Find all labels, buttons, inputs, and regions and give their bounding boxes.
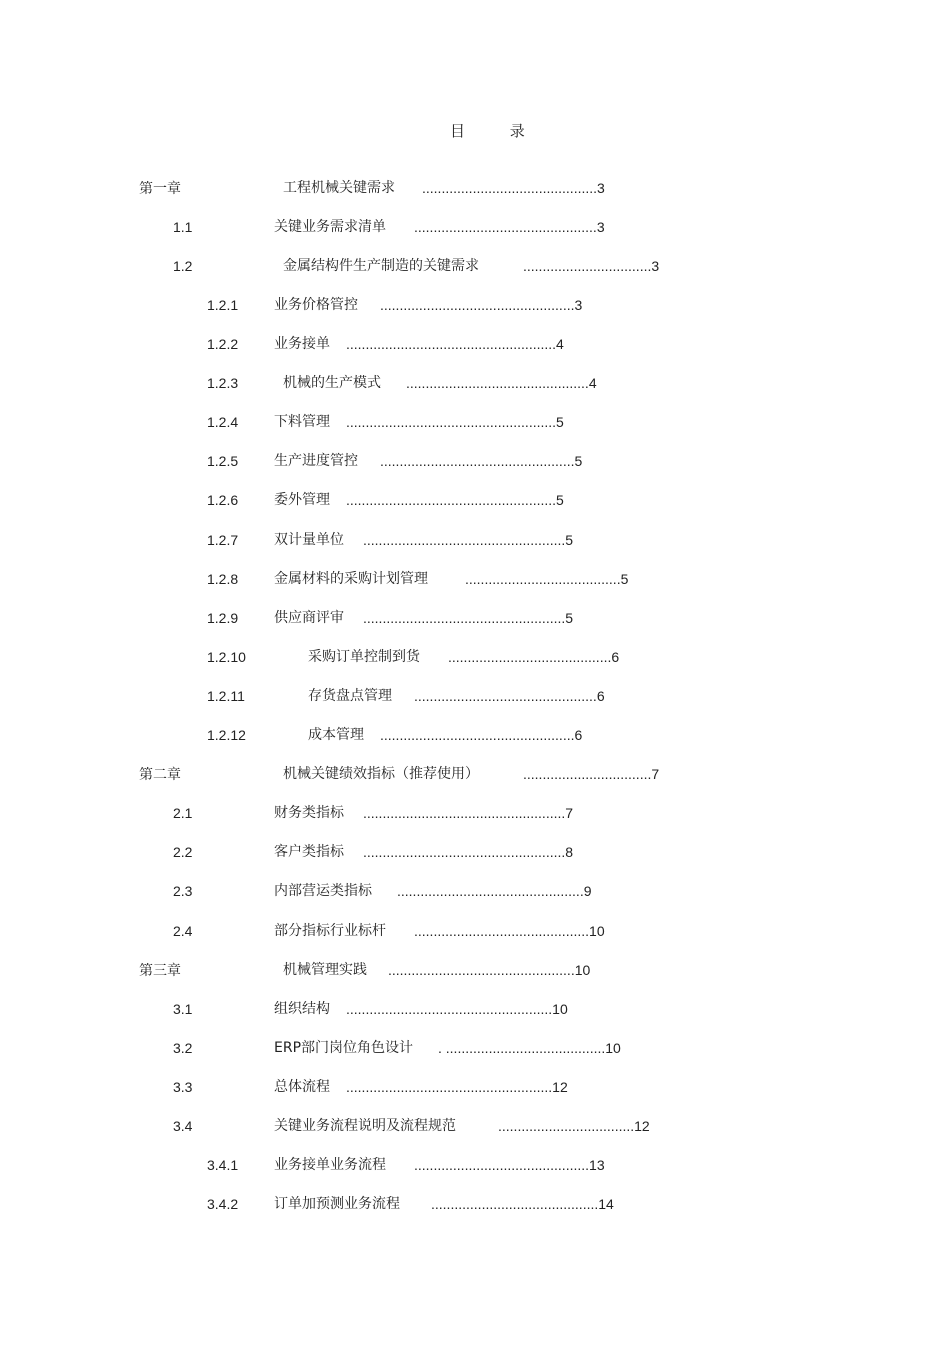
toc-entry-title: 金属材料的采购计划管理: [274, 571, 428, 587]
toc-entry[interactable]: [0, 842, 950, 862]
toc-entry-leader: [438, 1038, 621, 1058]
toc-entry-page: 10: [605, 1040, 621, 1056]
toc-entry-leader: [431, 1194, 614, 1214]
toc-entry-number: 3.1: [173, 1001, 193, 1017]
toc-entry[interactable]: [0, 451, 950, 471]
toc-entry-dots: ..................................................: [380, 727, 575, 743]
toc-entry-number: 1.2.11: [207, 688, 245, 704]
toc-entry-number: 1.2.12: [207, 727, 246, 743]
toc-entry-dots: ....................................................: [363, 805, 566, 821]
toc-entry-leader: [498, 1116, 650, 1136]
toc-entry-leader: [414, 217, 605, 237]
toc-entry-title: 总体流程: [274, 1079, 330, 1095]
toc-entry[interactable]: [0, 490, 950, 510]
toc-entry-dots: ........................................: [465, 571, 621, 587]
toc-entry-dots: ................................................: [388, 962, 575, 978]
toc-entry-leader: [346, 1077, 568, 1097]
toc-entry[interactable]: [0, 764, 950, 784]
toc-entry[interactable]: [0, 530, 950, 550]
toc-entry-dots: ..................................................: [380, 297, 575, 313]
toc-entry-title: 下料管理: [274, 414, 330, 430]
toc-entry-title: 业务接单业务流程: [274, 1157, 386, 1173]
toc-entry-leader: [346, 490, 564, 510]
toc-entry-page: 7: [565, 805, 574, 821]
toc-entry[interactable]: [0, 1116, 950, 1136]
toc-entry-page: 6: [574, 727, 583, 743]
toc-entry-title: 成本管理: [308, 727, 364, 743]
toc-entry-page: 12: [634, 1118, 650, 1134]
toc-entry-title: 金属结构件生产制造的关键需求: [283, 258, 479, 274]
toc-entry-leader: [406, 373, 597, 393]
toc-entry-dots: .............................................: [414, 1157, 590, 1173]
toc-entry[interactable]: [0, 921, 950, 941]
toc-entry-page: 8: [565, 844, 574, 860]
toc-entry-leader: [465, 569, 628, 589]
toc-entry-number: 2.2: [173, 844, 193, 860]
toc-entry-number: 3.4.1: [207, 1157, 239, 1173]
toc-entry-page: 6: [596, 688, 605, 704]
toc-entry-number: 第二章: [139, 766, 181, 782]
toc-entry-leader: [448, 647, 619, 667]
toc-entry[interactable]: [0, 178, 950, 198]
toc-entry-page: 13: [589, 1157, 605, 1173]
toc-entry-number: 1.2.5: [207, 453, 239, 469]
toc-entry-dots: ..................................................: [380, 453, 575, 469]
toc-entry-number: 3.2: [173, 1040, 193, 1056]
toc-entry[interactable]: [0, 412, 950, 432]
toc-entry-page: 5: [565, 610, 574, 626]
toc-entry-page: 10: [574, 962, 591, 978]
toc-entry-dots: ....................................................: [363, 844, 566, 860]
toc-entry-number: 1.2.3: [207, 375, 239, 391]
toc-entry-leader: [414, 686, 605, 706]
toc-entry-number: 2.3: [173, 883, 193, 899]
toc-entry-number: 1.2.10: [207, 649, 246, 665]
toc-entry-dots: ....................................................: [363, 610, 566, 626]
toc-entry-dots: ...................................: [498, 1118, 635, 1134]
toc-entry-number: 1.2.6: [207, 492, 239, 508]
toc-entry[interactable]: [0, 960, 950, 980]
toc-title: 目 录: [450, 122, 545, 140]
toc-entry-dots: ....................................................: [363, 532, 566, 548]
toc-entry-number: 1.2.4: [207, 414, 239, 430]
toc-entry-dots: ......................................................: [346, 492, 557, 508]
toc-entry-page: 3: [574, 297, 583, 313]
toc-entry-page: 5: [565, 532, 574, 548]
toc-entry-leader: [346, 412, 564, 432]
toc-entry-page: 4: [556, 336, 564, 352]
toc-entry-title: 机械管理实践: [283, 962, 367, 978]
toc-entry-leader: [363, 803, 573, 823]
toc-entry-number: 3.4: [173, 1118, 193, 1134]
toc-entry-title: 供应商评审: [274, 610, 344, 626]
toc-entry-leader: [422, 178, 605, 198]
toc-entry[interactable]: [0, 569, 950, 589]
toc-entry-page: 5: [620, 571, 629, 587]
toc-entry-page: 12: [552, 1079, 568, 1095]
toc-entry-page: 10: [589, 923, 605, 939]
toc-entry-number: 2.1: [173, 805, 193, 821]
toc-entry-number: 1.2.2: [207, 336, 239, 352]
toc-entry-number: 2.4: [173, 923, 193, 939]
toc-entry-dots: .............................................: [414, 923, 590, 939]
toc-entry-page: 14: [598, 1196, 614, 1212]
toc-entry-page: 3: [651, 258, 660, 274]
toc-entry[interactable]: [0, 295, 950, 315]
toc-entry[interactable]: [0, 1155, 950, 1175]
toc-entry-leader: [363, 530, 573, 550]
toc-entry-leader: [414, 921, 605, 941]
toc-entry-dots: .................................: [523, 766, 652, 782]
toc-entry-leader: [523, 764, 659, 784]
toc-entry-number: 1.2.7: [207, 532, 239, 548]
toc-entry-dots: ...............................................: [414, 688, 597, 704]
toc-entry[interactable]: [0, 256, 950, 276]
toc-entry-dots: ..........................................: [448, 649, 612, 665]
toc-entry-title: 双计量单位: [274, 532, 344, 548]
toc-entry-page: 7: [651, 766, 660, 782]
toc-entry-number: 3.4.2: [207, 1196, 239, 1212]
toc-entry-page: 3: [597, 180, 605, 196]
toc-entry[interactable]: [0, 1194, 950, 1214]
toc-entry-title: 组织结构: [274, 1001, 330, 1017]
toc-entry-dots: ...............................................: [406, 375, 589, 391]
toc-entry-title: 关键业务流程说明及流程规范: [274, 1118, 456, 1134]
toc-entry-dots: . .........................................: [438, 1040, 606, 1056]
toc-entry-page: 5: [574, 453, 583, 469]
toc-entry-title: 业务价格管控: [274, 297, 358, 313]
toc-entry-title: 委外管理: [274, 492, 330, 508]
toc-entry-title: 采购订单控制到货: [308, 649, 420, 665]
toc-entry-dots: ......................................................: [346, 414, 557, 430]
toc-entry-leader: [363, 608, 573, 628]
toc-entry-title: 部分指标行业标杆: [274, 923, 386, 939]
toc-entry-title: 生产进度管控: [274, 453, 358, 469]
toc-entry-leader: [380, 451, 582, 471]
toc-entry-page: 10: [552, 1001, 568, 1017]
toc-entry[interactable]: [0, 999, 950, 1019]
toc-entry-leader: [346, 999, 568, 1019]
toc-entry-title: 机械的生产模式: [283, 375, 381, 391]
toc-entry-title: 存货盘点管理: [308, 688, 392, 704]
toc-entry-number: 第一章: [139, 180, 181, 196]
toc-entry-dots: ......................................................: [346, 336, 557, 352]
toc-entry[interactable]: [0, 334, 950, 354]
toc-entry-dots: .....................................................: [346, 1001, 553, 1017]
toc-entry-page: 3: [596, 219, 605, 235]
toc-entry[interactable]: [0, 1038, 950, 1058]
toc-entry[interactable]: [0, 686, 950, 706]
toc-entry-number: 1.2: [173, 258, 193, 274]
toc-entry[interactable]: [0, 608, 950, 628]
toc-entry-page: 5: [556, 492, 564, 508]
toc-entry-title: 工程机械关键需求: [283, 180, 395, 196]
toc-entry-title: 客户类指标: [274, 844, 344, 860]
toc-entry-page: 6: [611, 649, 620, 665]
toc-entry[interactable]: [0, 647, 950, 667]
toc-entry[interactable]: [0, 1077, 950, 1097]
toc-entry-leader: [414, 1155, 605, 1175]
toc-entry-leader: [388, 960, 590, 980]
toc-entry-page: 5: [556, 414, 564, 430]
toc-entry-number: 1.2.8: [207, 571, 239, 587]
toc-entry-leader: [363, 842, 573, 862]
toc-entry-title: 机械关键绩效指标（推荐使用）: [283, 766, 479, 782]
toc-entry-number: 1.2.1: [207, 297, 239, 313]
toc-entry-dots: .................................: [523, 258, 652, 274]
toc-entry[interactable]: [0, 373, 950, 393]
toc-entry-dots: ...........................................: [431, 1196, 599, 1212]
toc-entry-title: 内部营运类指标: [274, 883, 372, 899]
toc-entry-dots: ................................................: [397, 883, 584, 899]
toc-entry-leader: [380, 725, 582, 745]
toc-entry[interactable]: [0, 803, 950, 823]
toc-entry-title: 财务类指标: [274, 805, 344, 821]
toc-entry-title: ERP部门岗位角色设计: [274, 1040, 414, 1056]
toc-entry-number: 第三章: [139, 962, 181, 978]
toc-entry-title: 业务接单: [274, 336, 330, 352]
toc-entry-leader: [397, 881, 592, 901]
toc-entry[interactable]: [0, 881, 950, 901]
toc-entry-page: 4: [588, 375, 597, 391]
toc-entry-number: 1.2.9: [207, 610, 239, 626]
toc-entry[interactable]: [0, 217, 950, 237]
toc-entry-page: 9: [583, 883, 592, 899]
toc-entry-dots: .............................................: [422, 180, 598, 196]
toc-entry-title: 关键业务需求清单: [274, 219, 386, 235]
toc-entry-number: 3.3: [173, 1079, 193, 1095]
toc-entry-number: 1.1: [173, 219, 193, 235]
toc-entry-dots: .....................................................: [346, 1079, 553, 1095]
toc-entry-leader: [380, 295, 582, 315]
toc-entry-leader: [523, 256, 659, 276]
toc-entry-title: 订单加预测业务流程: [274, 1196, 400, 1212]
toc-entry-leader: [346, 334, 564, 354]
toc-entry[interactable]: [0, 725, 950, 745]
toc-entry-dots: ...............................................: [414, 219, 597, 235]
